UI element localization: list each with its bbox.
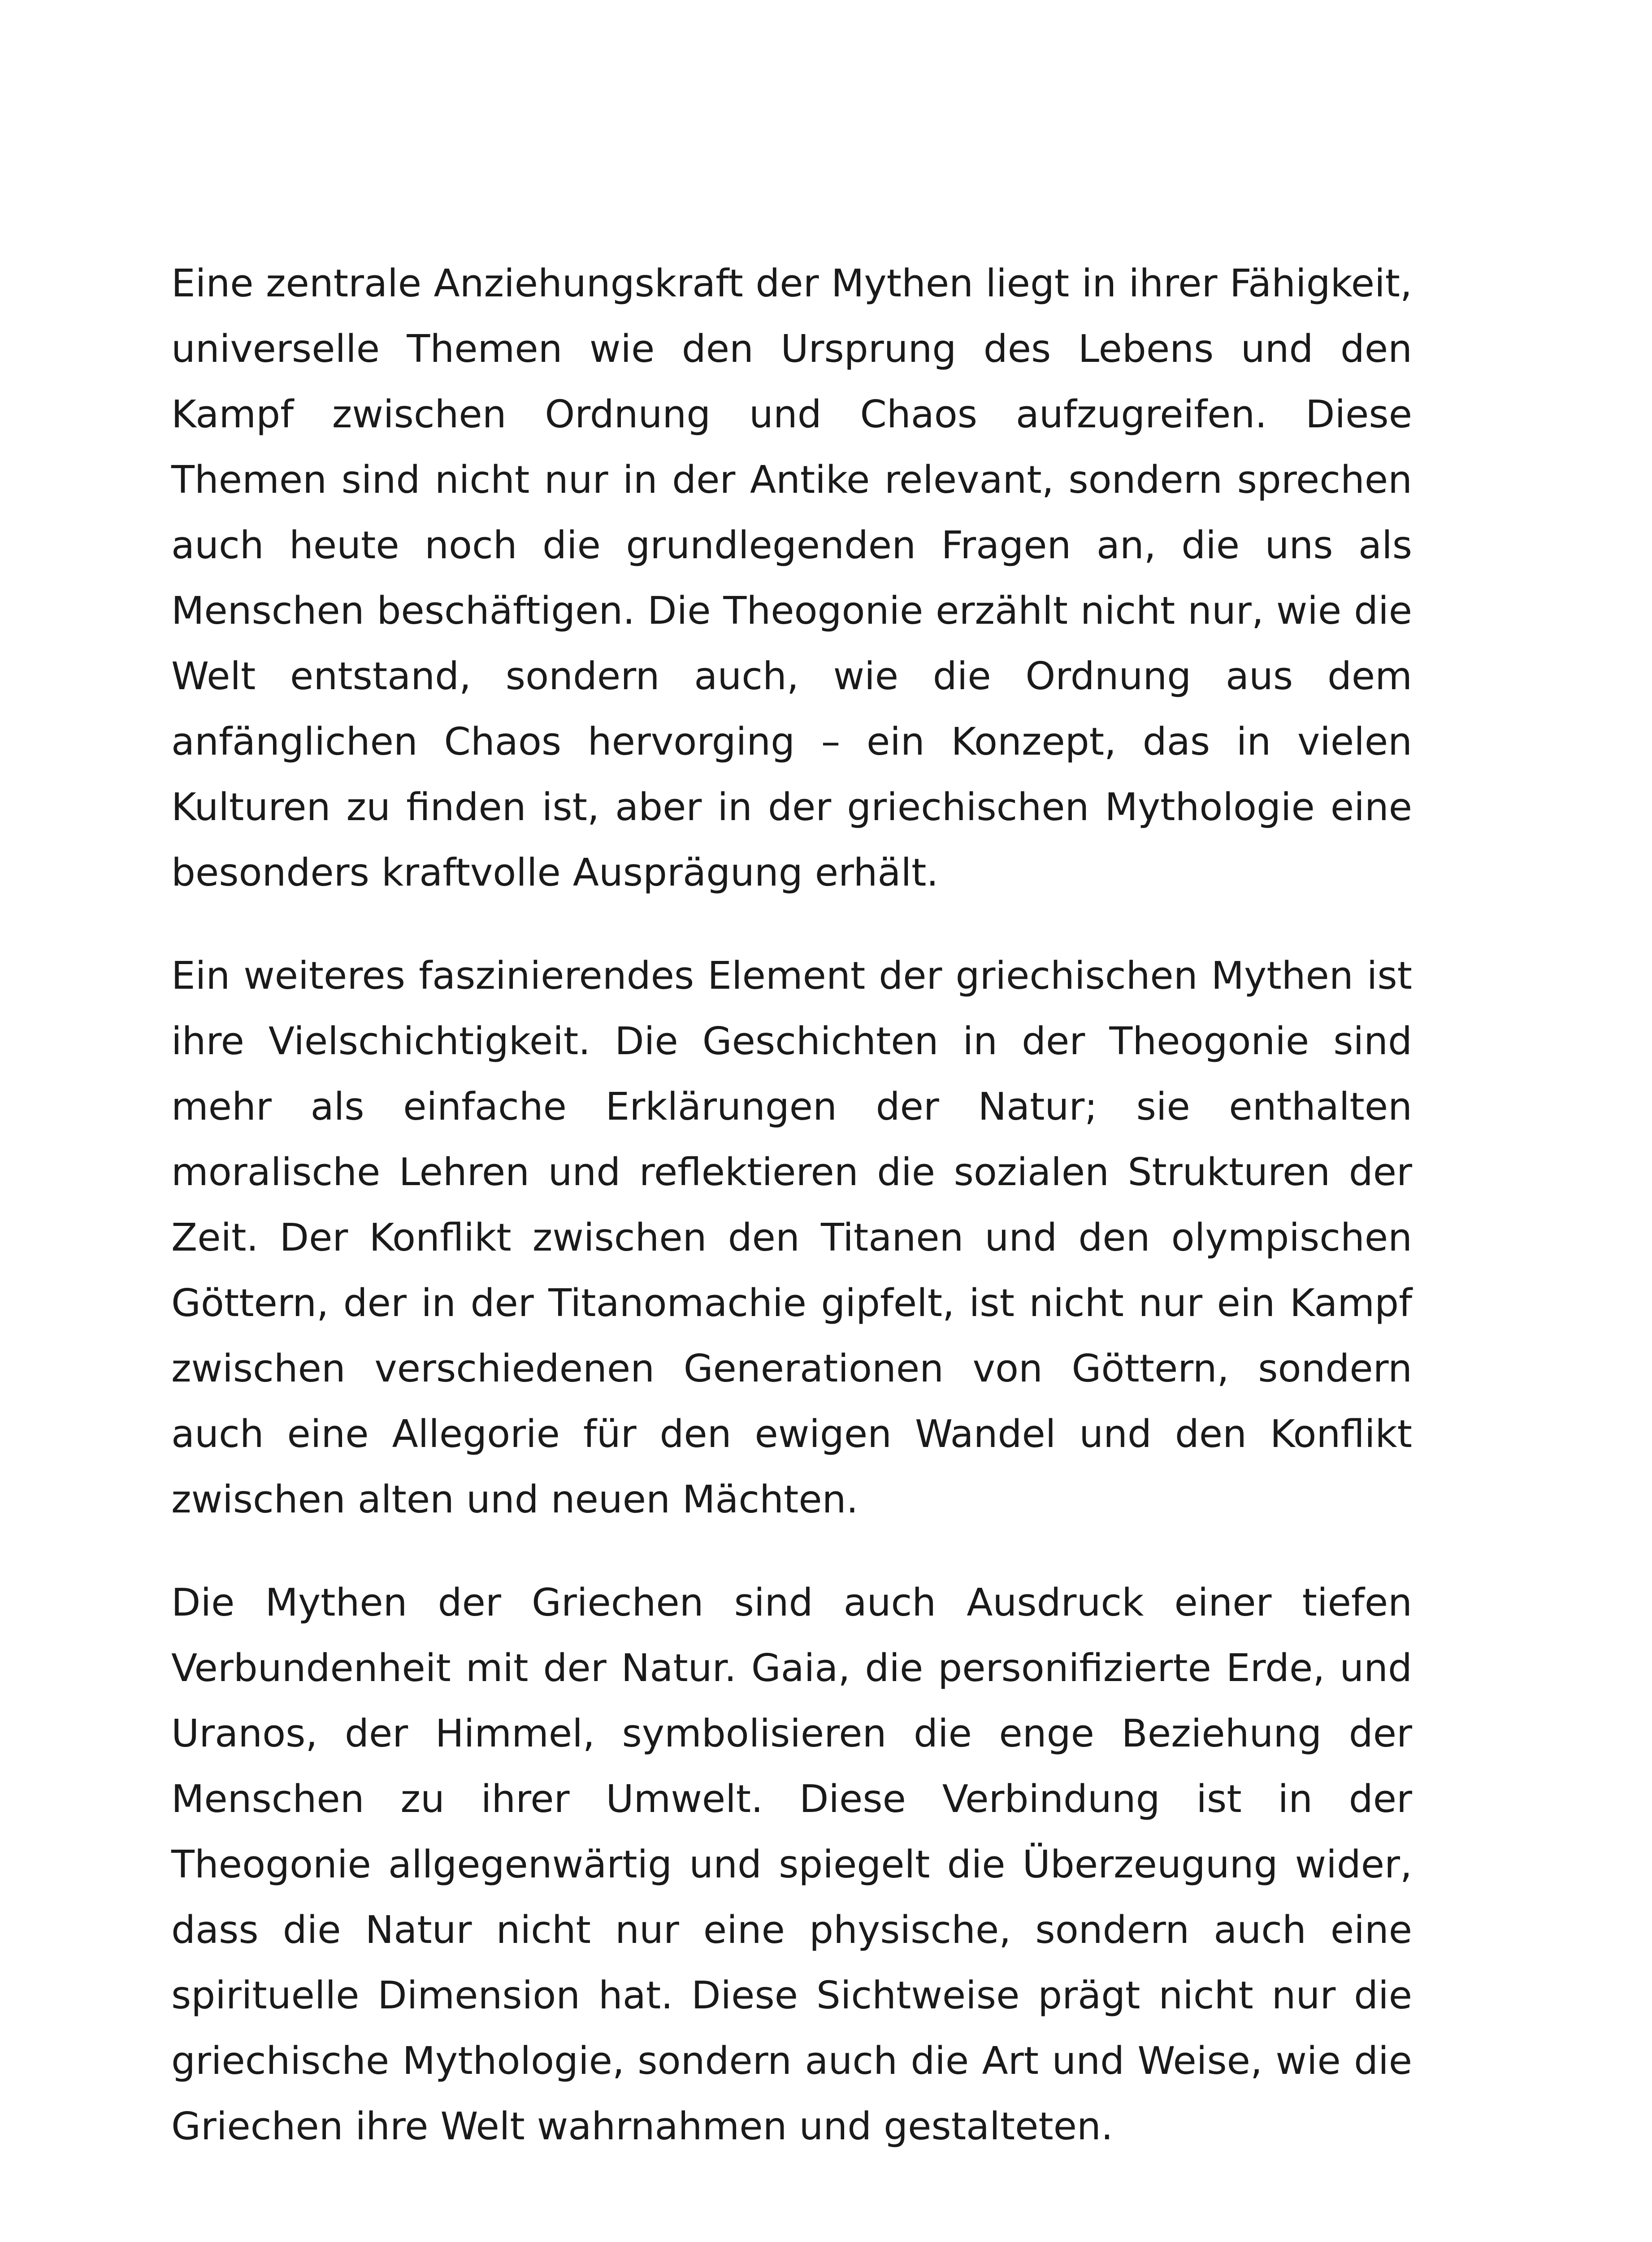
paragraph-3: Die Mythen der Griechen sind auch Ausdruck einer tiefen Verbundenheit mit der Natur. Gaia, die personifizierte Erde, und Uranos, der Himmel, symbolisieren die enge Beziehung der Menschen zu ihrer Umwelt. Diese Verbindung ist in der Theogonie allgegenwärtig und spiegelt die Überzeugung wider, dass die Natur nicht nur eine physische, sondern auch eine spirituelle Dimension hat. Diese Sichtweise prägt nicht nur die griechische Mythologie, sondern auch die Art und Weise, wie die Griechen ihre Welt wahrnahmen und gestalteten.: [171, 1581, 1412, 2149]
text-column: [171, 251, 1412, 2197]
paragraph-2: Ein weiteres faszinierendes Element der griechischen Mythen ist ihre Vielschichtigkeit. Die Geschichten in der Theogonie sind mehr als einfache Erklärungen der Natur; sie enthalten moralische Lehren und reflektieren die sozialen Strukturen der Zeit. Der Konflikt zwischen den Titanen und den olympischen Göttern, der in der Titanomachie gipfelt, ist nicht nur ein Kampf zwischen verschiedenen Generationen von Göttern, sondern auch eine Allegorie für den ewigen Wandel und den Konflikt zwischen alten und neuen Mächten.: [171, 954, 1412, 1522]
paragraph-1: Eine zentrale Anziehungskraft der Mythen liegt in ihrer Fähigkeit, universelle Themen wie den Ursprung des Lebens und den Kampf zwischen Ordnung und Chaos aufzugreifen. Diese Themen sind nicht nur in der Antike relevant, sondern sprechen auch heute noch die grundlegenden Fragen an, die uns als Menschen beschäftigen. Die Theogonie erzählt nicht nur, wie die Welt entstand, sondern auch, wie die Ordnung aus dem anfänglichen Chaos hervorging – ein Konzept, das in vielen Kulturen zu finden ist, aber in der griechischen Mythologie eine besonders kraftvolle Ausprägung erhält.: [171, 261, 1412, 895]
